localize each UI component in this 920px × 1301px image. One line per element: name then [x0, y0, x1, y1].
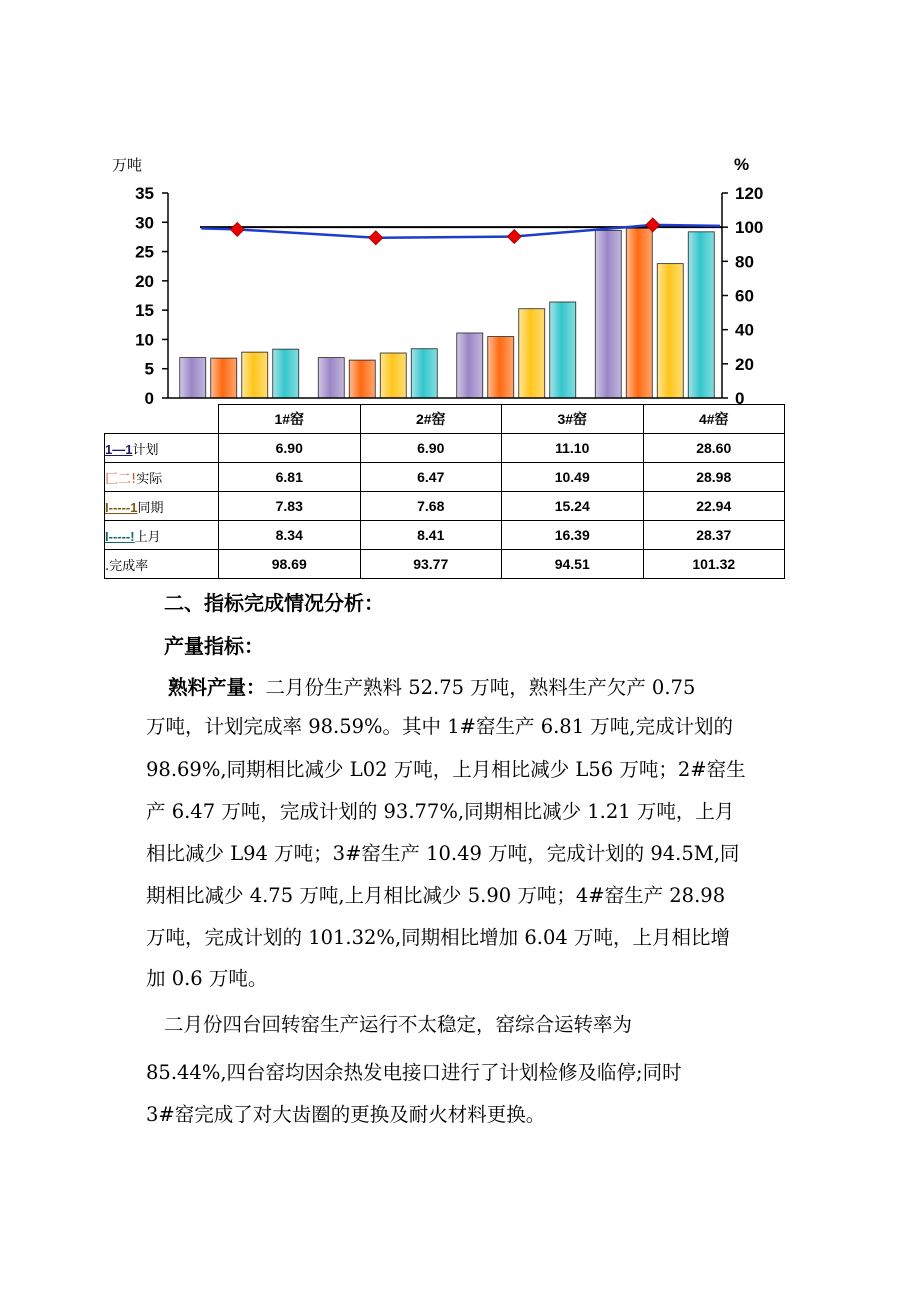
bar [318, 358, 344, 398]
row-label-text: 计划 [132, 442, 159, 458]
row-label [105, 521, 219, 550]
y-tick-label: 15 [135, 301, 154, 321]
y2-tick-label: 40 [735, 320, 754, 340]
kiln-production-chart [0, 0, 920, 410]
table-row [105, 492, 785, 521]
y-tick-label: 20 [135, 271, 154, 291]
subsection-heading: 产量指标： [164, 634, 264, 658]
row-label [105, 463, 219, 492]
y-tick-label: 0 [144, 389, 154, 408]
table-cell: 7.83 [219, 492, 361, 521]
table-cell: 7.68 [360, 492, 502, 521]
paragraph-line: 万吨，计划完成率 98.59%。其中 1#窑生产 6.81 万吨,完成计划的 [146, 715, 734, 738]
table-cell: 16.39 [502, 521, 644, 550]
bar [211, 358, 237, 398]
paragraph-line: 二月份四台回转窑生产运行不太稳定，窑综合运转率为 [164, 1013, 633, 1036]
y2-tick-label: 60 [735, 286, 754, 306]
table-cell: 10.49 [502, 463, 644, 492]
y2-axis-ticks [722, 184, 763, 408]
y-tick-label: 30 [135, 213, 154, 233]
bar [626, 228, 652, 398]
table-header-cell: 1#窑 [219, 405, 361, 434]
table-row [105, 434, 785, 463]
table-cell: 98.69 [219, 550, 361, 579]
table-header-cell: 4#窑 [643, 405, 785, 434]
row-label [105, 492, 219, 521]
table-cell: 15.24 [502, 492, 644, 521]
table-header-cell: 2#窑 [360, 405, 502, 434]
legend-key: I-----! [105, 528, 135, 544]
bar [273, 349, 299, 398]
bar [488, 337, 514, 398]
bar [595, 230, 621, 398]
table-cell: 6.47 [360, 463, 502, 492]
y2-tick-label: 120 [735, 184, 764, 203]
paragraph-line: 98.69%,同期相比减少 L02 万吨，上月相比减少 L56 万吨；2#窑生 [146, 758, 746, 781]
bar [349, 360, 375, 398]
paragraph-line: 产 6.47 万吨，完成计划的 93.77%,同期相比减少 1.21 万吨，上月 [146, 800, 735, 823]
table-cell: 28.60 [643, 434, 785, 463]
table-header-row [105, 405, 785, 434]
table-cell: 22.94 [643, 492, 785, 521]
rate-marker [369, 231, 383, 245]
bar [688, 232, 714, 398]
table-cell: 8.34 [219, 521, 361, 550]
legend-key: 匚二! [105, 471, 137, 487]
table-cell: 93.77 [360, 550, 502, 579]
rate-marker [507, 230, 521, 244]
paragraph-line: 万吨，完成计划的 101.32%,同期相比增加 6.04 万吨，上月相比增 [146, 926, 730, 949]
row-label-text: 同期 [137, 500, 164, 516]
bar [457, 333, 483, 398]
y-tick-label: 5 [144, 359, 154, 379]
table-cell: 28.98 [643, 463, 785, 492]
row-label-text: 上月 [134, 529, 161, 545]
table-cell: 6.90 [219, 434, 361, 463]
y-tick-label: 35 [135, 184, 154, 203]
legend-key: 1—1 [105, 441, 133, 457]
bar [519, 309, 545, 398]
rate-marker [230, 222, 244, 236]
paragraph-line [0, 673, 920, 703]
legend-key: I-----1 [105, 499, 138, 515]
row-label-text: 完成率 [109, 558, 149, 574]
table-row [105, 550, 785, 579]
table-cell: 101.32 [643, 550, 785, 579]
chart-data-table [104, 404, 785, 579]
bar [411, 349, 437, 398]
table-row [105, 521, 785, 550]
bar-series [180, 228, 715, 398]
table-cell: 8.41 [360, 521, 502, 550]
bar [550, 302, 576, 398]
bar [242, 352, 268, 398]
section-heading: 二、指标完成情况分析： [164, 591, 384, 615]
y2-tick-label: 0 [735, 389, 745, 408]
table-cell: 6.81 [219, 463, 361, 492]
paragraph-lead: 熟料产量： [168, 676, 266, 699]
paragraph-line: 期相比减少 4.75 万吨,上月相比减少 5.90 万吨；4#窑生产 28.98 [146, 884, 726, 907]
table-cell: 94.51 [502, 550, 644, 579]
bar [380, 353, 406, 398]
y2-axis-unit: % [734, 155, 750, 174]
y-axis-ticks [135, 184, 168, 408]
legend-key: . [105, 558, 110, 574]
bar [180, 358, 206, 398]
table-row [105, 463, 785, 492]
y-tick-label: 10 [135, 330, 154, 350]
paragraph-line: 相比减少 L94 万吨；3#窑生产 10.49 万吨，完成计划的 94.5M,同 [146, 842, 740, 865]
table-cell: 11.10 [502, 434, 644, 463]
paragraph-text: 二月份生产熟料 52.75 万吨，熟料生产欠产 0.75 [265, 676, 696, 699]
y2-tick-label: 20 [735, 354, 754, 374]
row-label [105, 550, 219, 579]
table-cell: 6.90 [360, 434, 502, 463]
row-label [105, 434, 219, 463]
y-tick-label: 25 [135, 242, 154, 262]
table-corner [105, 405, 219, 434]
row-label-text: 实际 [136, 471, 163, 487]
paragraph-line: 加 0.6 万吨。 [146, 967, 268, 990]
paragraph-line: 85.44%,四台窑均因余热发电接口进行了计划检修及临停;同时 [146, 1061, 682, 1084]
table-cell: 28.37 [643, 521, 785, 550]
bar [657, 264, 683, 398]
y2-tick-label: 100 [735, 218, 764, 238]
table-header-cell: 3#窑 [502, 405, 644, 434]
y-axis-unit: 万吨 [112, 156, 143, 174]
y2-tick-label: 80 [735, 252, 754, 272]
paragraph-line: 3#窑完成了对大齿圈的更换及耐火材料更换。 [146, 1103, 546, 1126]
